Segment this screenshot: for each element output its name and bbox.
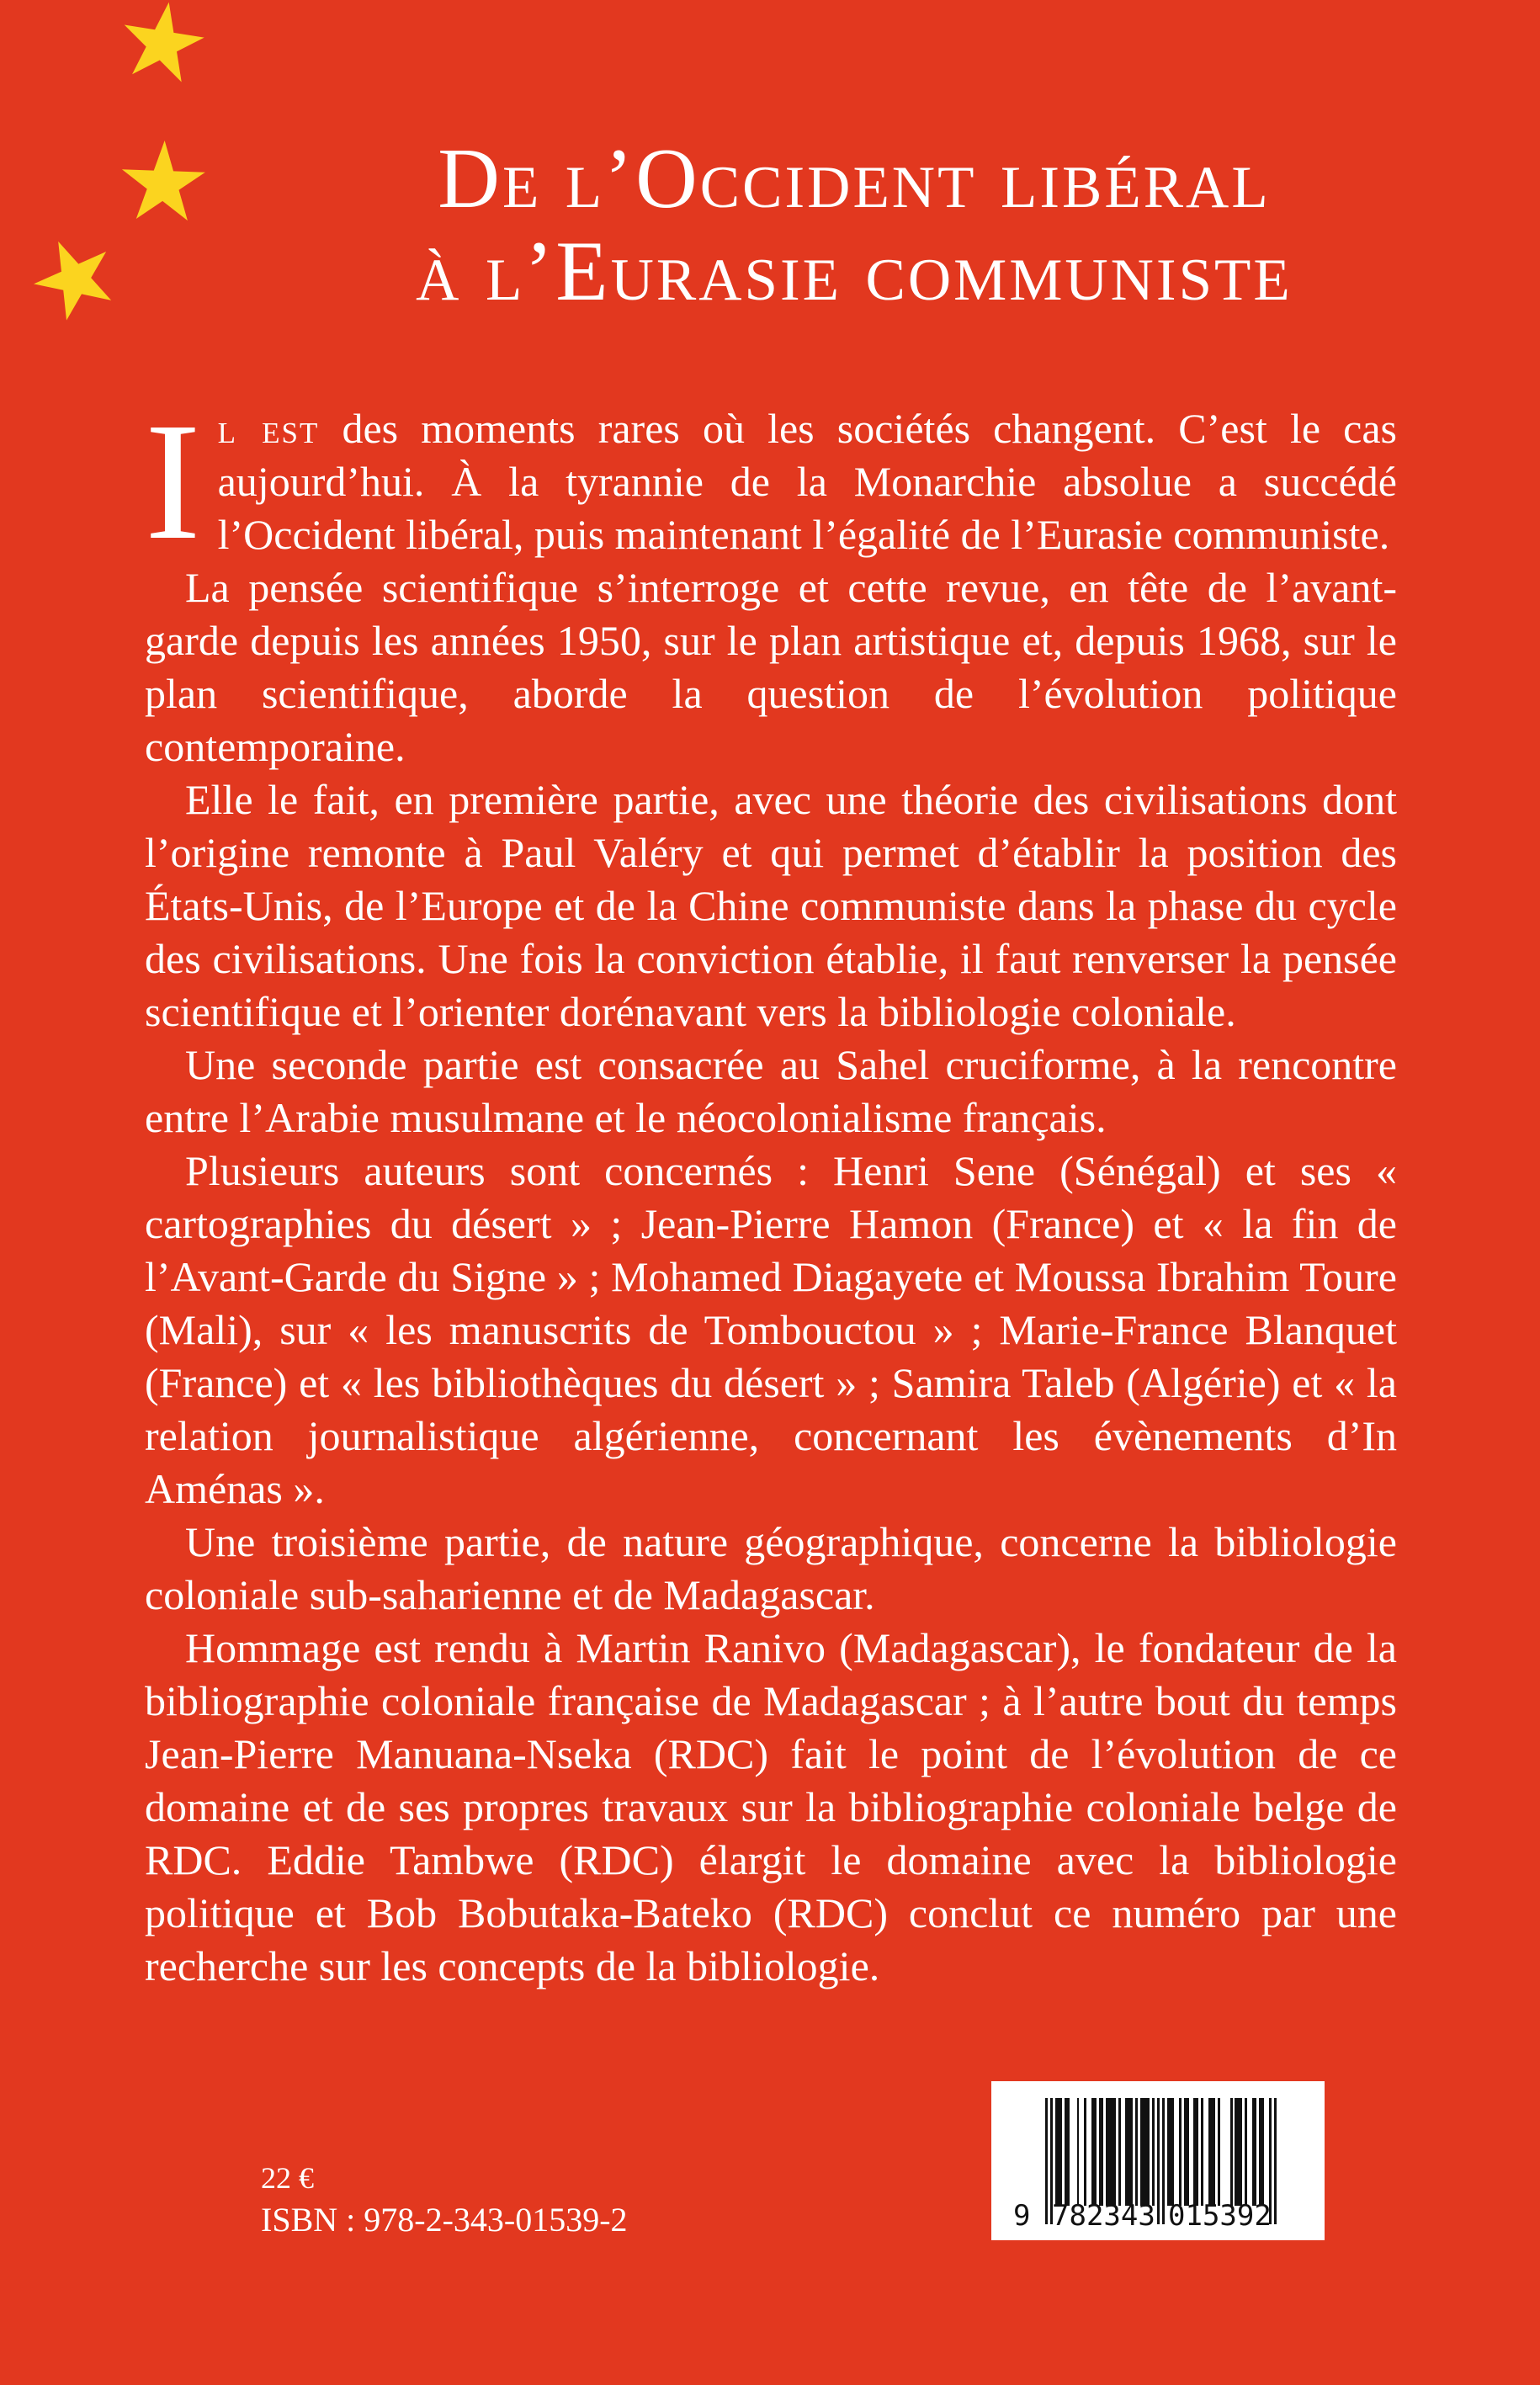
barcode-digit-group: 782343 bbox=[1052, 2199, 1155, 2233]
barcode-digit-group: 9 bbox=[1013, 2199, 1031, 2233]
paragraph: Une troisième partie, de nature géographique, concerne la bibliologie coloniale sub-saharienne et de Madagascar. bbox=[145, 1518, 1397, 1618]
book-title bbox=[0, 0, 1540, 318]
drop-cap: I bbox=[145, 389, 201, 575]
barcode-panel bbox=[991, 2081, 1325, 2240]
intro-smallcaps: l est bbox=[217, 405, 320, 452]
title-line-2: à l’Eurasie communiste bbox=[416, 224, 1293, 319]
barcode-digits bbox=[1013, 2199, 1277, 2234]
paragraph: Plusieurs auteurs sont concernés : Henri Sene (Sénégal) et ses « cartographies du désert » ; Jean-Pierre Hamon (France) et « la fin de l’Avant-Garde du Signe » ; Mohamed Diagayete et Moussa Ibrahim Toure (Mali), sur « les manuscrits de Tombouctou » ; Marie-France Blanquet (France) et « les bibliothèques du désert » ; Samira Taleb (Algérie) et « la relation journalistique algérienne, concernant les évènements d’In Aménas ». bbox=[145, 1147, 1397, 1512]
back-cover-text bbox=[145, 389, 1397, 1993]
intro-text: des moments rares où les sociétés changent. C’est le cas aujourd’hui. À la tyrannie de la Monarchie absolue a succédé l’Occident libéral, puis maintenant l’égalité de l’Eurasie communiste. bbox=[217, 405, 1397, 558]
isbn: ISBN : 978-2-343-01539-2 bbox=[261, 2201, 628, 2239]
paragraph: La pensée scientifique s’interroge et cette revue, en tête de l’avant-garde depuis les années 1950, sur le plan artistique et, depuis 1968, sur le plan scientifique, aborde la question de l’évolution politique contemporaine. bbox=[145, 564, 1397, 770]
star-icon bbox=[114, 0, 210, 85]
title-line-1: De l’Occident libéral bbox=[438, 131, 1271, 226]
paragraph: Elle le fait, en première partie, avec une théorie des civilisations dont l’origine remonte à Paul Valéry et qui permet d’établir la position des États-Unis, de l’Europe et de la Chine communiste dans la phase du cycle des civilisations. Une fois la conviction établie, il faut renverser la pensée scientifique et l’orienter dorénavant vers la bibliologie coloniale. bbox=[145, 776, 1397, 1035]
paragraph-intro bbox=[145, 389, 1397, 575]
paragraph: Une seconde partie est consacrée au Sahel cruciforme, à la rencontre entre l’Arabie musulmane et le néocolonialisme français. bbox=[145, 1041, 1397, 1141]
star-icon bbox=[118, 139, 208, 221]
price: 22 € bbox=[261, 2161, 314, 2195]
paragraph: Hommage est rendu à Martin Ranivo (Madagascar), le fondateur de la bibliographie coloniale française de Madagascar ; à l’autre bout du temps Jean-Pierre Manuana-Nseka (RDC) fait le point de l’évolution de ce domaine et de ses propres travaux sur la bibliographie coloniale belge de RDC. Eddie Tambwe (RDC) élargit le domaine avec la bibliologie politique et Bob Bobutaka-Bateko (RDC) conclut ce numéro par une recherche sur les concepts de la bibliologie. bbox=[145, 1624, 1397, 1989]
barcode-digit-group: 015392 bbox=[1168, 2199, 1272, 2233]
